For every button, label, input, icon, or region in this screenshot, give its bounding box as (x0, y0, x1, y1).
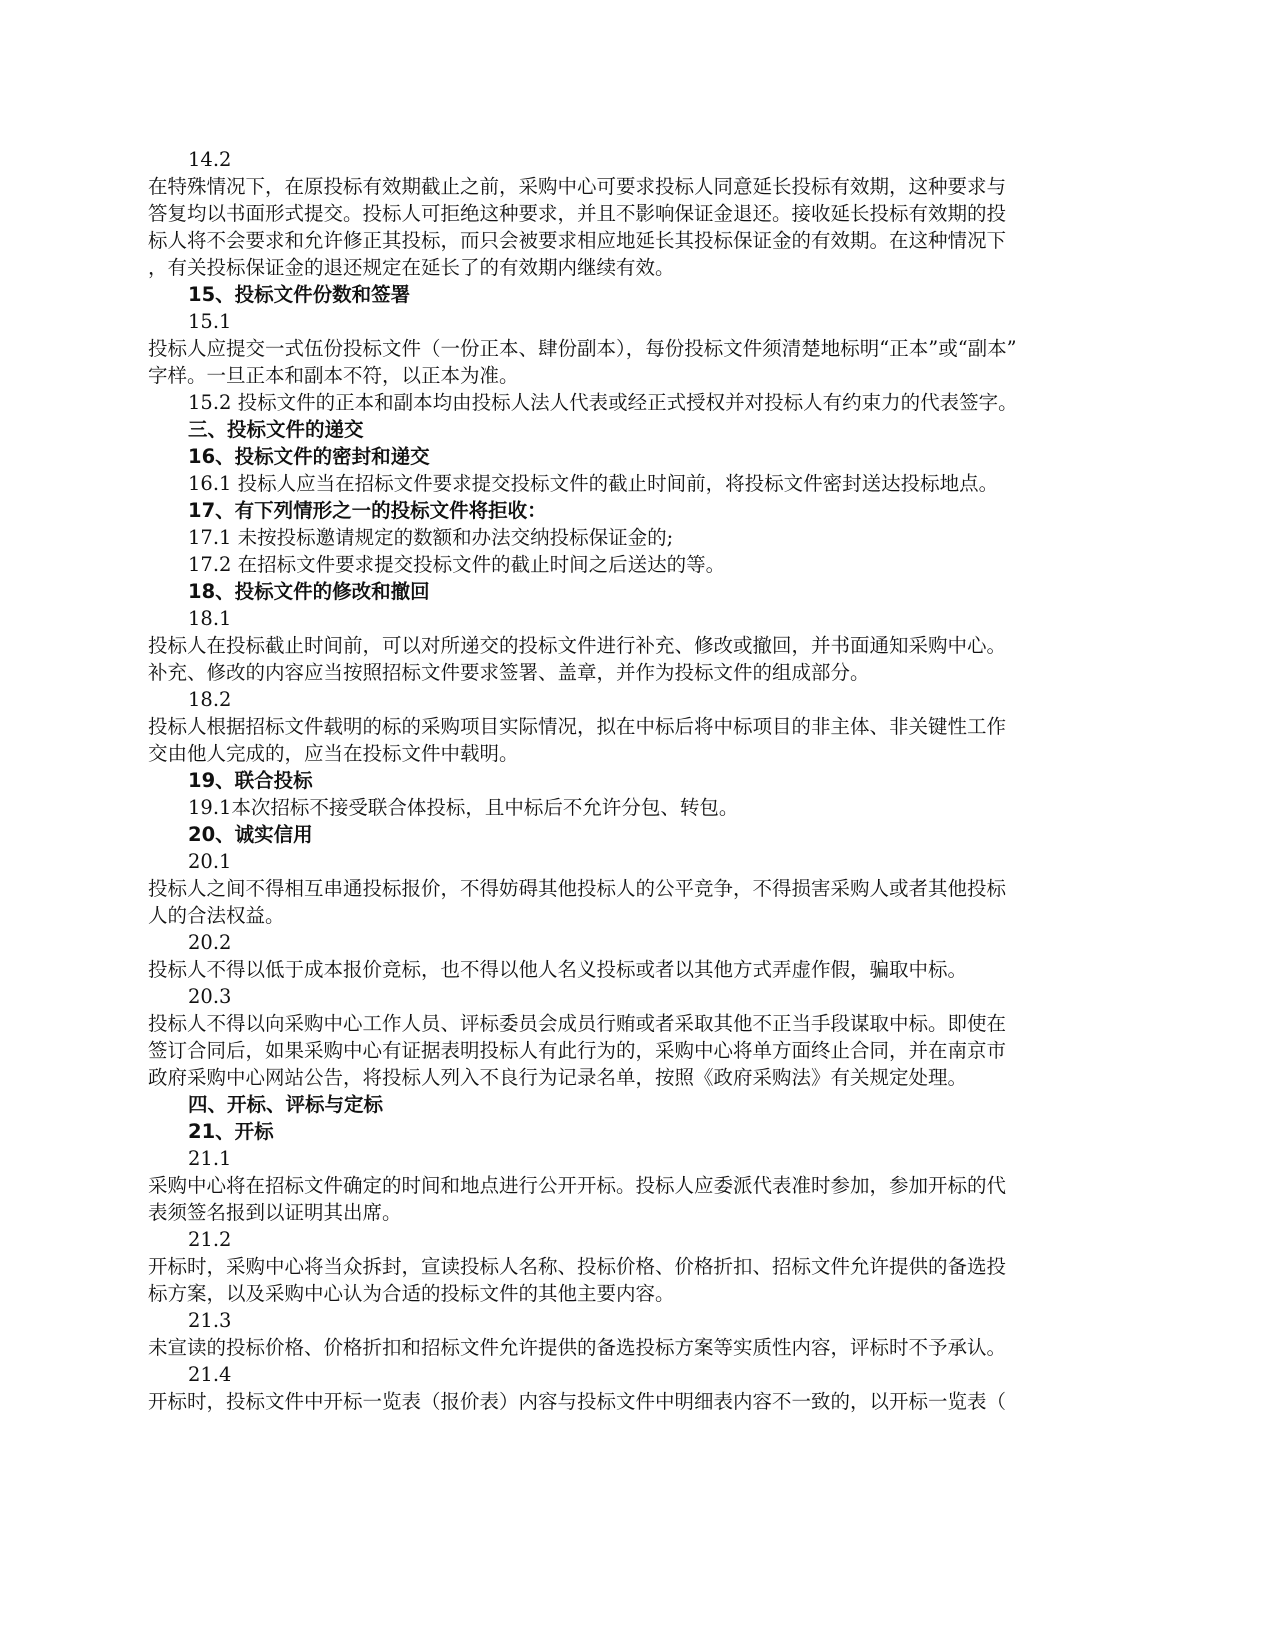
section-heading: 四、开标、评标与定标 (188, 1093, 384, 1116)
section-heading: 三、投标文件的递交 (188, 418, 364, 441)
text-line: 标人将不会要求和允许修正其投标，而只会被要求相应地延长其投标保证金的有效期。在这种情况下 (148, 229, 1007, 252)
text-line: 投标人不得以低于成本报价竞标，也不得以他人名义投标或者以其他方式弄虚作假，骗取中标。 (148, 958, 968, 981)
section-heading: 21、开标 (188, 1120, 274, 1143)
text-line: 答复均以书面形式提交。投标人可拒绝这种要求，并且不影响保证金退还。接收延长投标有效期的投 (148, 202, 1007, 225)
text-line: 交由他人完成的，应当在投标文件中载明。 (148, 742, 519, 765)
text-line: 21.2 (188, 1228, 232, 1251)
text-line: 21.1 (188, 1147, 232, 1170)
section-heading: 15、投标文件份数和签署 (188, 283, 411, 306)
text-line: 在特殊情况下，在原投标有效期截止之前，采购中心可要求投标人同意延长投标有效期，这种要求与 (148, 175, 1007, 198)
text-line: 21.3 (188, 1309, 232, 1332)
text-line: 20.2 (188, 931, 232, 954)
text-line: 15.2 投标文件的正本和副本均由投标人法人代表或经正式授权并对投标人有约束力的代表签字。 (188, 391, 1018, 414)
text-line: 20.3 (188, 985, 232, 1008)
text-line: 签订合同后，如果采购中心有证据表明投标人有此行为的，采购中心将单方面终止合同，并在南京市 (148, 1039, 1007, 1062)
text-line: 19.1本次招标不接受联合体投标，且中标后不允许分包、转包。 (188, 796, 739, 819)
section-heading: 18、投标文件的修改和撤回 (188, 580, 430, 603)
text-line: 标方案，以及采购中心认为合适的投标文件的其他主要内容。 (148, 1282, 675, 1305)
text-line: 18.1 (188, 607, 232, 630)
text-line: 18.2 (188, 688, 232, 711)
text-line: 开标时，投标文件中开标一览表（报价表）内容与投标文件中明细表内容不一致的，以开标一览表（ (148, 1390, 1007, 1413)
text-line: 20.1 (188, 850, 232, 873)
text-line: 未宣读的投标价格、价格折扣和招标文件允许提供的备选投标方案等实质性内容，评标时不予承认。 (148, 1336, 1007, 1359)
text-line: 政府采购中心网站公告，将投标人列入不良行为记录名单，按照《政府采购法》有关规定处理。 (148, 1066, 968, 1089)
text-line: 采购中心将在招标文件确定的时间和地点进行公开开标。投标人应委派代表准时参加，参加开标的代 (148, 1174, 1007, 1197)
text-line: 投标人之间不得相互串通投标报价，不得妨碍其他投标人的公平竞争，不得损害采购人或者其他投标 (148, 877, 1007, 900)
section-heading: 16、投标文件的密封和递交 (188, 445, 430, 468)
text-line: 17.1 未按投标邀请规定的数额和办法交纳投标保证金的; (188, 526, 674, 549)
text-line: 14.2 (188, 148, 232, 171)
section-heading: 20、诚实信用 (188, 823, 313, 846)
text-line: 21.4 (188, 1363, 232, 1386)
text-line: 投标人不得以向采购中心工作人员、评标委员会成员行贿或者采取其他不正当手段谋取中标。即使在 (148, 1012, 1007, 1035)
text-line: 投标人根据招标文件载明的标的采购项目实际情况，拟在中标后将中标项目的非主体、非关键性工作 (148, 715, 1007, 738)
text-line: 15.1 (188, 310, 232, 333)
text-line: 投标人应提交一式伍份投标文件（一份正本、肆份副本），每份投标文件须清楚地标明“正本”或“副本” (148, 337, 1017, 360)
section-heading: 19、联合投标 (188, 769, 313, 792)
section-heading: 17、有下列情形之一的投标文件将拒收： (188, 499, 547, 522)
text-line: 投标人在投标截止时间前，可以对所递交的投标文件进行补充、修改或撤回，并书面通知采购中心。 (148, 634, 1007, 657)
text-line: 人的合法权益。 (148, 904, 285, 927)
text-line: 开标时，采购中心将当众拆封，宣读投标人名称、投标价格、价格折扣、招标文件允许提供的备选投 (148, 1255, 1007, 1278)
text-line: 17.2 在招标文件要求提交投标文件的截止时间之后送达的等。 (188, 553, 726, 576)
text-line: 16.1 投标人应当在招标文件要求提交投标文件的截止时间前，将投标文件密封送达投标地点。 (188, 472, 999, 495)
document-page (148, 146, 1108, 1415)
text-line: 补充、修改的内容应当按照招标文件要求签署、盖章，并作为投标文件的组成部分。 (148, 661, 870, 684)
text-line: 表须签名报到以证明其出席。 (148, 1201, 402, 1224)
text-line: 字样。一旦正本和副本不符，以正本为准。 (148, 364, 519, 387)
text-line: ，有关投标保证金的退还规定在延长了的有效期内继续有效。 (148, 256, 675, 279)
